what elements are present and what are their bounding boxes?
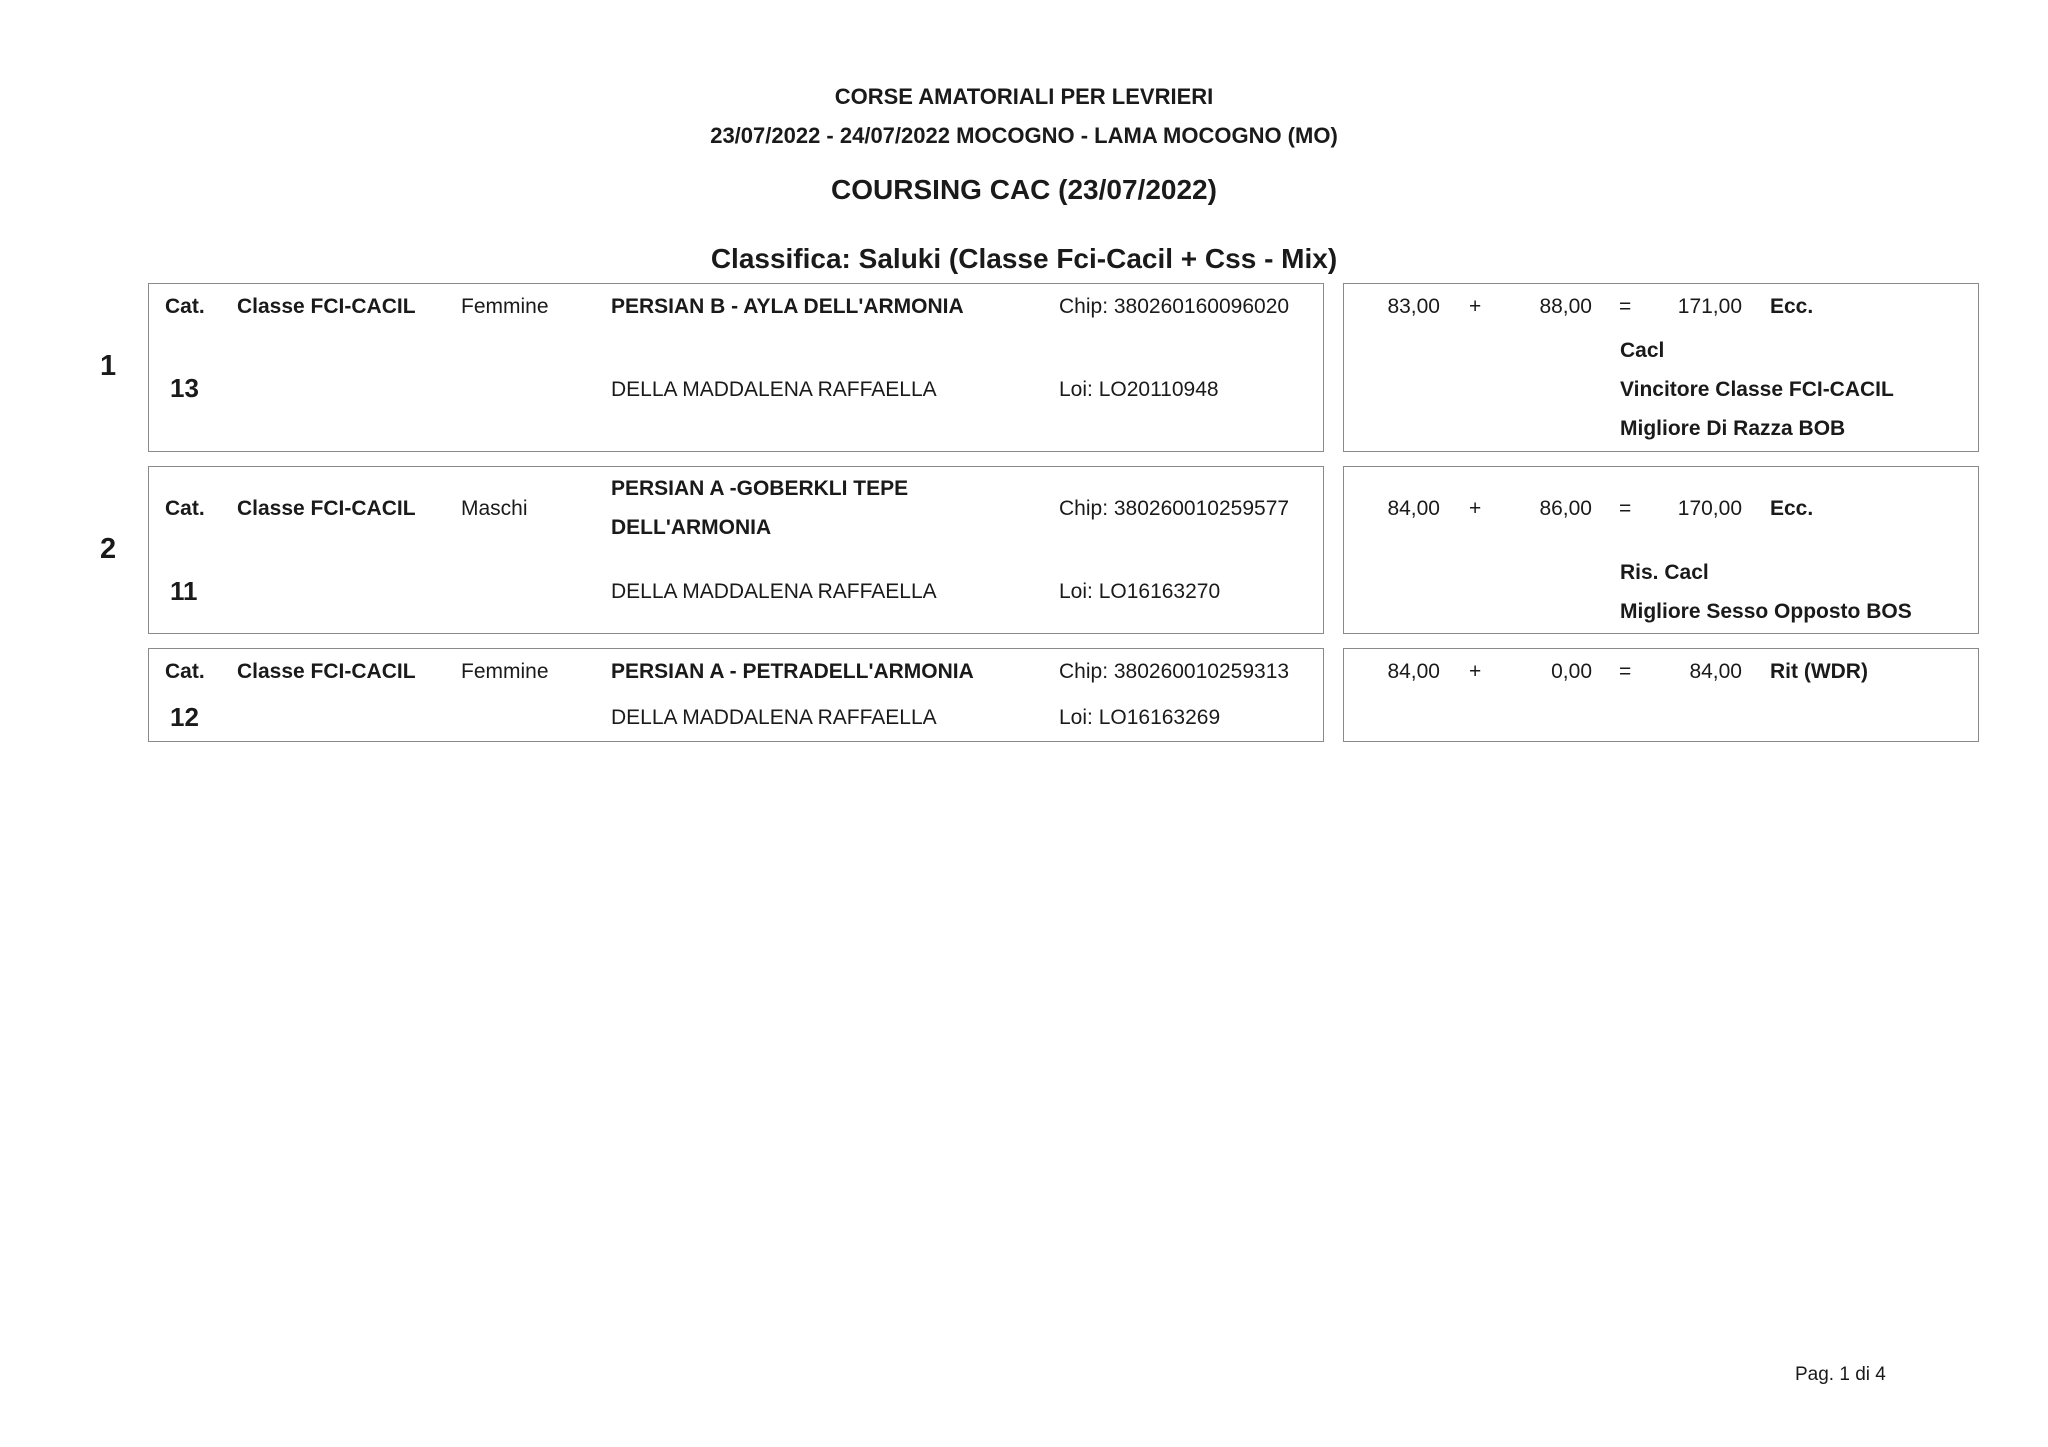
plus-sign: + [1469,497,1482,520]
chip-number: Chip: 380260010259577 [1059,497,1290,520]
owner-name: DELLA MADDALENA RAFFAELLA [611,706,937,729]
dog-name-continued: DELL'ARMONIA [611,516,772,539]
owner-name: DELLA MADDALENA RAFFAELLA [611,378,937,401]
cat-label: Cat. [165,295,205,318]
plus-sign: + [1469,295,1482,318]
class-label: Classe FCI-CACIL [237,295,416,318]
catalog-number: 11 [170,576,198,606]
score-first-run: 83,00 [1387,295,1440,318]
total-score: 84,00 [1689,660,1742,683]
total-score: 171,00 [1677,295,1742,318]
rank-number: 2 [100,533,117,565]
cat-label: Cat. [165,497,205,520]
rank-number: 1 [100,350,117,382]
award: Ris. Cacl [1620,561,1709,584]
owner-name: DELLA MADDALENA RAFFAELLA [611,580,937,603]
sex-label: Femmine [461,295,549,318]
class-label: Classe FCI-CACIL [237,660,416,683]
event-title: CORSE AMATORIALI PER LEVRIERI [834,84,1214,109]
loi-number: Loi: LO16163270 [1059,580,1221,603]
dog-name: PERSIAN B - AYLA DELL'ARMONIA [611,295,964,318]
loi-number: Loi: LO16163269 [1059,706,1221,729]
dog-name: PERSIAN A - PETRADELL'ARMONIA [611,660,974,683]
total-score: 170,00 [1677,497,1742,520]
grade: Rit (WDR) [1770,660,1868,683]
score-second-run: 0,00 [1551,660,1592,683]
chip-number: Chip: 380260160096020 [1059,295,1290,318]
grade: Ecc. [1770,497,1814,520]
award: Migliore Di Razza BOB [1620,417,1846,440]
sex-label: Femmine [461,660,549,683]
cat-label: Cat. [165,660,205,683]
ranking-subtitle: Classifica: Saluki (Classe Fci-Cacil + Css - Mix) [710,243,1338,274]
grade: Ecc. [1770,295,1814,318]
award: Vincitore Classe FCI-CACIL [1620,378,1894,401]
plus-sign: + [1469,660,1482,683]
score-second-run: 88,00 [1539,295,1592,318]
score-second-run: 86,00 [1539,497,1592,520]
competition-title: COURSING CAC (23/07/2022) [831,174,1217,205]
equals-sign: = [1619,497,1632,520]
event-dates-location: 23/07/2022 - 24/07/2022 MOCOGNO - LAMA MOCOGNO (MO) [710,123,1338,148]
equals-sign: = [1619,660,1632,683]
page-number: Pag. 1 di 4 [1795,1364,1886,1385]
catalog-number: 13 [170,373,199,403]
award: Migliore Sesso Opposto BOS [1620,600,1912,623]
score-first-run: 84,00 [1387,660,1440,683]
chip-number: Chip: 380260010259313 [1059,660,1290,683]
class-label: Classe FCI-CACIL [237,497,416,520]
award: Cacl [1620,339,1665,362]
score-first-run: 84,00 [1387,497,1440,520]
equals-sign: = [1619,295,1632,318]
sex-label: Maschi [461,497,528,520]
loi-number: Loi: LO20110948 [1059,378,1219,401]
catalog-number: 12 [170,702,199,732]
dog-name: PERSIAN A -GOBERKLI TEPE [611,477,909,500]
